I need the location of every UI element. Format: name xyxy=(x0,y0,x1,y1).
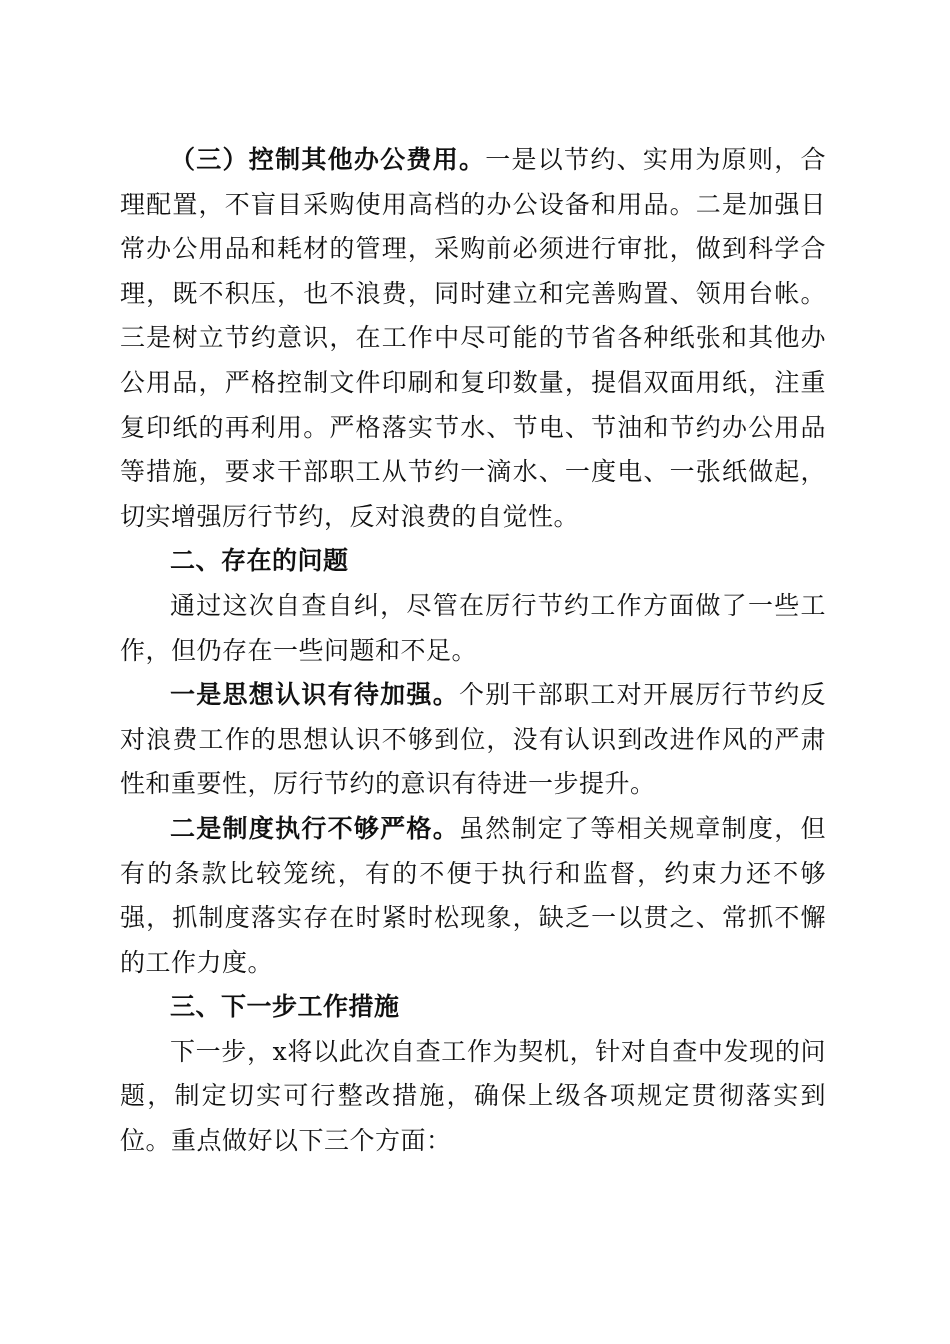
section-3-lead: （三）控制其他办公费用。 xyxy=(170,145,486,174)
heading-problems: 二、存在的问题 xyxy=(170,546,349,576)
paragraph-problems-intro: 通过这次自查自纠，尽管在厉行节约工作方面做了一些工作，但仍存在一些问题和不足。 xyxy=(120,590,826,665)
problem-1-lead: 一是思想认识有待加强。 xyxy=(170,680,459,710)
heading-next-steps: 三、下一步工作措施 xyxy=(170,992,400,1022)
problem-1-body: 个别干部职工对开展厉行节约反对浪费工作的思想认识不够到位，没有认识到改进作风的严肃性和重要性，厉行节约的意识有待进一步提升。 xyxy=(120,680,826,799)
paragraph-problem-1 xyxy=(120,673,826,807)
paragraph-problem-2 xyxy=(120,807,826,985)
document-page xyxy=(120,138,826,1164)
problem-2-body: 虽然制定了等相关规章制度，但有的条款比较笼统，有的不便于执行和监督，约束力还不够强，抓制度落实存在时紧时松现象，缺乏一以贯之、常抓不懈的工作力度。 xyxy=(120,813,826,977)
problem-2-lead: 二是制度执行不够严格。 xyxy=(170,813,459,843)
section-3-body: 一是以节约、实用为原则，合理配置，不盲目采购使用高档的办公设备和用品。二是加强日常办公用品和耗材的管理，采购前必须进行审批，做到科学合理，既不积压，也不浪费，同时建立和完善购置、领用台帐。三是树立节约意识，在工作中尽可能的节省各种纸张和其他办公用品，严格控制文件印刷和复印数量，提倡双面用纸，注重复印纸的再利用。严格落实节水、节电、节油和节约办公用品等措施，要求干部职工从节约一滴水、一度电、一张纸做起，切实增强厉行节约，反对浪费的自觉性。 xyxy=(120,145,826,531)
paragraph-section-3 xyxy=(120,138,826,539)
paragraph-next-steps-intro: 下一步，x将以此次自查工作为契机，针对自查中发现的问题，制定切实可行整改措施，确保上级各项规定贯彻落实到位。重点做好以下三个方面： xyxy=(120,1036,826,1156)
